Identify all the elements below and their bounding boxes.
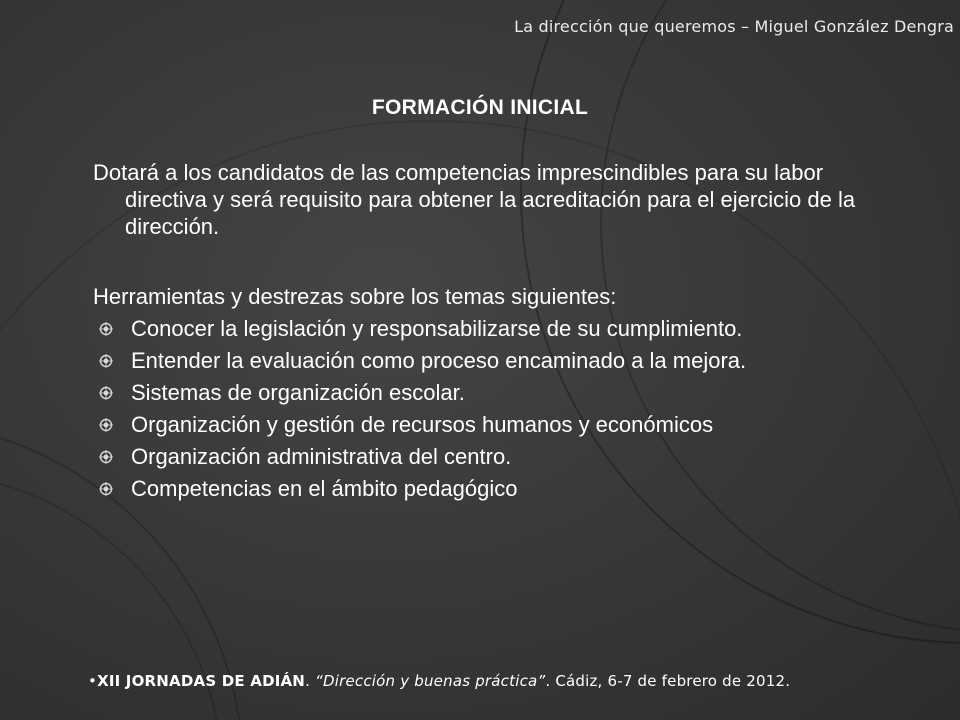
footer-bullet: • — [88, 672, 98, 690]
list-item-text: Organización y gestión de recursos humanos y económicos — [131, 412, 714, 437]
list-item — [93, 443, 823, 470]
list-item-text: Organización administrativa del centro. — [131, 444, 512, 469]
circled-dot-bullet-icon — [99, 322, 113, 336]
list-item — [93, 411, 823, 438]
list-item — [93, 315, 823, 342]
footer-event-name: XII JORNADAS DE ADIÁN — [97, 672, 306, 690]
topics-list — [93, 315, 823, 507]
slide-header: La dirección que queremos – Miguel González Dengra — [514, 17, 954, 36]
circled-dot-bullet-icon — [99, 482, 113, 496]
footer-separator: . — [305, 672, 316, 690]
tools-heading: Herramientas y destrezas sobre los temas siguientes: — [93, 284, 617, 309]
list-item-text: Sistemas de organización escolar. — [131, 380, 465, 405]
list-item — [93, 347, 823, 374]
list-item-text: Conocer la legislación y responsabilizarse de su cumplimiento. — [131, 316, 743, 341]
circled-dot-bullet-icon — [99, 354, 113, 368]
intro-paragraph: Dotará a los candidatos de las competencias imprescindibles para su labor directiva y será requisito para obtener la acreditación para el ejercicio de la dirección. — [93, 160, 856, 239]
list-item-text: Competencias en el ámbito pedagógico — [131, 476, 518, 501]
list-item-text: Entender la evaluación como proceso encaminado a la mejora. — [131, 348, 747, 373]
footer-theme: “Dirección y buenas práctica” — [315, 672, 546, 690]
slide-title: FORMACIÓN INICIAL — [371, 96, 589, 119]
slide-footer — [88, 672, 790, 690]
footer-location-date: . Cádiz, 6-7 de febrero de 2012. — [545, 672, 791, 690]
circled-dot-bullet-icon — [99, 386, 113, 400]
list-item — [93, 379, 823, 406]
circled-dot-bullet-icon — [99, 450, 113, 464]
circled-dot-bullet-icon — [99, 418, 113, 432]
list-item — [93, 475, 823, 502]
